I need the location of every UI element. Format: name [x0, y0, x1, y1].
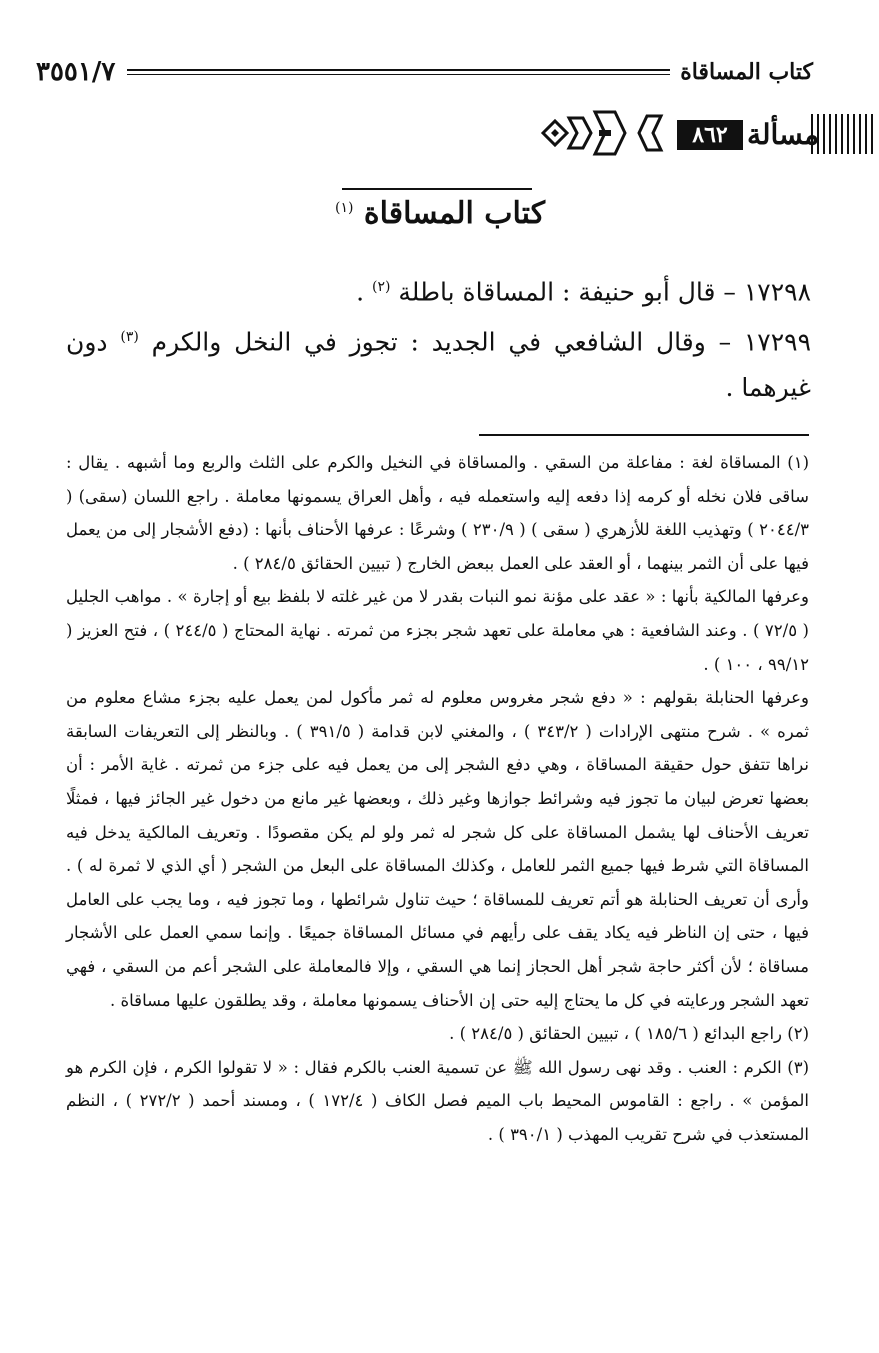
stripes-decoration: [809, 114, 879, 154]
main-paragraph: [66, 264, 811, 315]
main-text: ١٧٢٩٩ – وقال الشافعي في الجديد : تجوز في النخل والكرم: [151, 327, 812, 357]
masala-number: ٨٦٢: [677, 120, 743, 150]
main-text-tail: دون غيرهما .: [66, 327, 811, 403]
main-paragraph: [66, 314, 811, 411]
running-header: [36, 52, 813, 92]
ornament-icon: [539, 108, 669, 158]
main-text-tail: .: [356, 277, 365, 307]
masala-label: مسألة: [747, 118, 820, 151]
chapter-title: كتاب المساقاة: [363, 196, 545, 231]
footnote: (١) المساقاة لغة : مفاعلة من السقي . والمساقاة في النخيل والكرم على الثلث والربع وما أشبهه . يقال : ساقى فلان نخله أو كرمه إذا دفعه إليه واستعمله فيه ، وأهل العراق يسمونها معاملة . راجع اللسان (سقى) ( ٢٠٤٤/٣ ) وتهذيب اللغة للأزهري ( سقى ) ( ٢٣٠/٩ ) وشرعًا : عرفها الأحناف بأنها : (دفع الأشجار إلى من يعمل فيها على أن الثمر بينهما ، أو العقد على العمل ببعض الخارج ( تبيين الحقائق ٢٨٤/٥ ) .: [66, 453, 809, 573]
footnote: (٢) راجع البدائع ( ١٨٥/٦ ) ، تبيين الحقائق ( ٢٨٤/٥ ) .: [449, 1024, 809, 1044]
chapter-overline: [342, 188, 532, 190]
footnote: وعرفها المالكية بأنها : « عقد على مؤنة نمو النبات بقدر لا من غير غلته لا بلفظ بيع أو إجارة » . مواهب الجليل ( ٧٢/٥ ) . وعند الشافعية : هي معاملة على تعهد شجر بجزء من ثمرته . نهاية المحتاج ( ٢٤٤/٥ ) ، فتح العزيز ( ٩٩/١٢ ، ١٠٠ ) .: [66, 587, 809, 674]
note-ref: (٢): [371, 279, 391, 295]
page-number: ٣٥٥١/٧: [36, 57, 116, 87]
chapter-heading: [300, 196, 580, 231]
running-header-title: كتاب المساقاة: [680, 59, 813, 85]
chapter-note-ref: (١): [334, 200, 354, 216]
footnote: (٣) الكرم : العنب . وقد نهى رسول الله ﷺ عن تسمية العنب بالكرم فقال : « لا تقولوا الكرم ، فإن الكرم هو المؤمن » . راجع : القاموس المحيط باب الميم فصل الكاف ( ١٧٢/٤ ) ، ومسند أحمد ( ٢٧٢/٢ ) ، النظم المستعذب في شرح تقريب المهذب ( ٣٩٠/١ ) .: [66, 1057, 809, 1144]
footnote-separator: [479, 434, 809, 436]
footnotes: [66, 446, 809, 1151]
main-text: ١٧٢٩٨ – قال أبو حنيفة : المساقاة باطلة: [398, 277, 811, 307]
footnote: وعرفها الحنابلة بقولهم : « دفع شجر مغروس معلوم له ثمر مأكول لمن يعمل عليه بجزء مشاع معلوم من ثمره » . شرح منتهى الإرادات ( ٣٤٣/٢ ) ، والمغني لابن قدامة ( ٣٩١/٥ ) . وبالنظر إلى التعريفات السابقة نراها تتفق حول حقيقة المساقاة ، وهي دفع الشجر إلى من يعمل فيه على جزء من ثمرته . غاية الأمر : أن بعضها تعرض لبيان ما تجوز فيه وشرائط جوازها وغير ذلك ، وبعضها غير مانع من دخول غير الجائز فيها ، فمثلًا تعريف الأحناف لها يشمل المساقاة على كل شجر له ثمر ولو لم يكن مقصودًا . وتعريف المالكية يدخل فيه المساقاة التي شرط فيها جميع الثمر للعامل ، وكذلك المساقاة على البعل من الشجر ( أي الذي لا ثمرة له ) . وأرى أن تعريف الحنابلة هو أتم تعريف للمساقاة ؛ حيث تناول شرائطها ، وما تجوز فيه ، وما يجب على العامل فيها ، حتى إن الناظر فيه يكاد يقف على رأيهم في مسائل المساقاة جميعًا . وإنما سمي العمل على الأشجار مساقاة ؛ لأن أكثر حاجة شجر أهل الحجاز إنما هي السقي ، وإلا فالمعاملة على الشجر أعم من السقي ، فهي تعهد الشجر ورعايته في كل ما يحتاج إليه حتى إن الأحناف يسمونها معاملة ، وقد يطلقون عليها مساقاة .: [66, 688, 810, 1010]
note-ref: (٣): [120, 329, 139, 345]
running-header-rule: [127, 69, 670, 75]
masala-banner: [539, 108, 879, 158]
